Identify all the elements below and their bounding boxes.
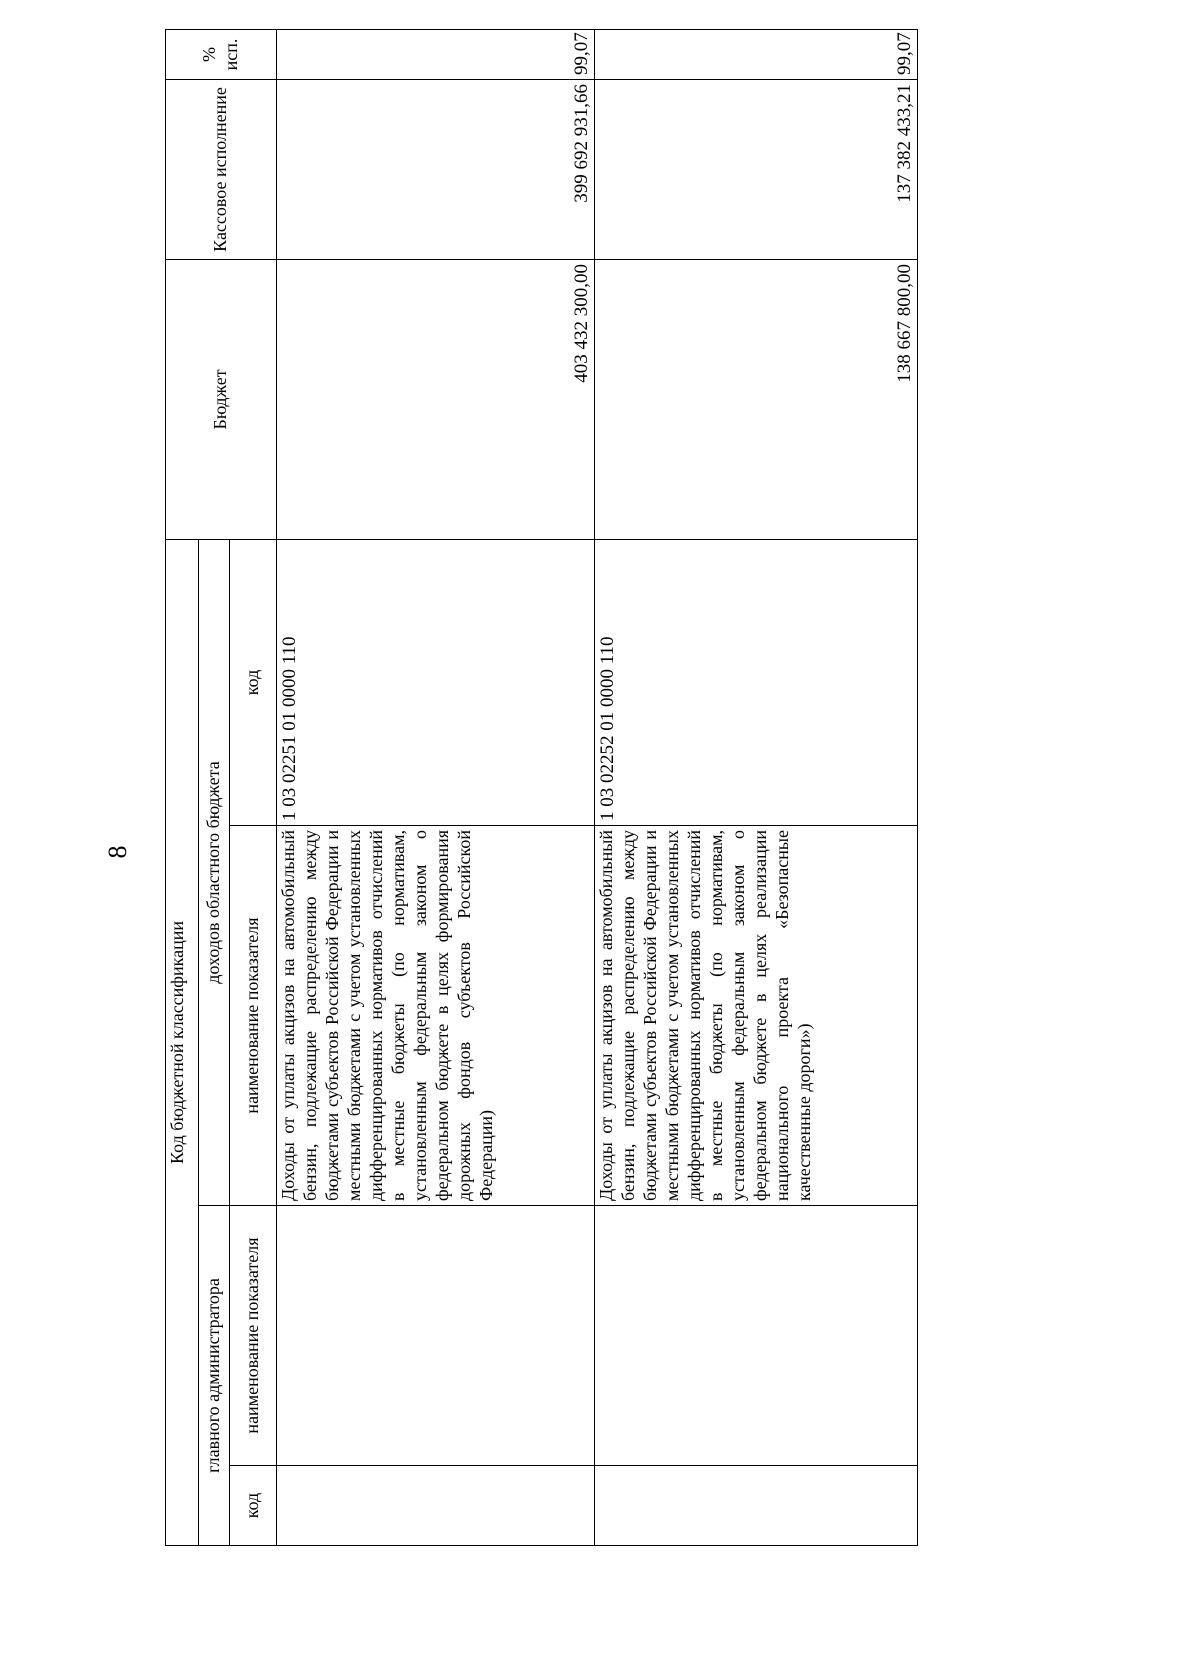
admin-code-cell	[277, 1466, 595, 1546]
budget-cell: 138 667 800,00	[595, 259, 918, 539]
income-name-cell: Доходы от уплаты акцизов на автомобильный бензин, подлежащие распределению между бюджетами субъектов Российской Федерации и местными бюджетами с учетом установленных дифференцированных нормативов отчислений в местные бюджеты (по нормативам, установленным федеральным законом о федеральном бюджете в целях формирования дорожных фондов субъектов Российской Федерации)	[277, 826, 595, 1206]
header-row-1	[166, 29, 199, 1545]
percent-header: % исп.	[166, 29, 277, 79]
percent-cell: 99,07	[595, 29, 918, 79]
budget-header: Бюджет	[166, 259, 277, 539]
income-code-cell: 1 03 02252 01 0000 110	[595, 539, 918, 825]
percent-cell: 99,07	[277, 29, 595, 79]
admin-name-cell	[277, 1206, 595, 1466]
income-code-header: код	[230, 539, 277, 825]
main-admin-header: главного администратора	[199, 1206, 230, 1546]
table-row	[277, 29, 595, 1545]
cash-execution-cell: 399 692 931,66	[277, 79, 595, 259]
income-name-cell: Доходы от уплаты акцизов на автомобильный бензин, подлежащие распределению между бюджетами субъектов Российской Федерации и местными бюджетами с учетом установленных дифференцированных нормативов отчислений в местные бюджеты (по нормативам, установленным федеральным законом о федеральном бюджете в целях реализации национального проекта «Безопасные качественные дороги»)	[595, 826, 918, 1206]
budget-execution-table	[165, 29, 918, 1546]
admin-code-header: код	[230, 1466, 277, 1546]
admin-name-cell	[595, 1206, 918, 1466]
budget-cell: 403 432 300,00	[277, 259, 595, 539]
rotated-table-container	[165, 32, 915, 1546]
cash-execution-header: Кассовое исполнение	[166, 79, 277, 259]
classification-header: Код бюджетной классификации	[166, 539, 199, 1545]
admin-name-header: наименование показателя	[230, 1206, 277, 1466]
table-row	[595, 29, 918, 1545]
admin-code-cell	[595, 1466, 918, 1546]
cash-execution-cell: 137 382 433,21	[595, 79, 918, 259]
income-code-cell: 1 03 02251 01 0000 110	[277, 539, 595, 825]
page-number: 8	[103, 845, 132, 859]
income-name-header: наименование показателя	[230, 826, 277, 1206]
regional-income-header: доходов областного бюджета	[199, 539, 230, 1205]
